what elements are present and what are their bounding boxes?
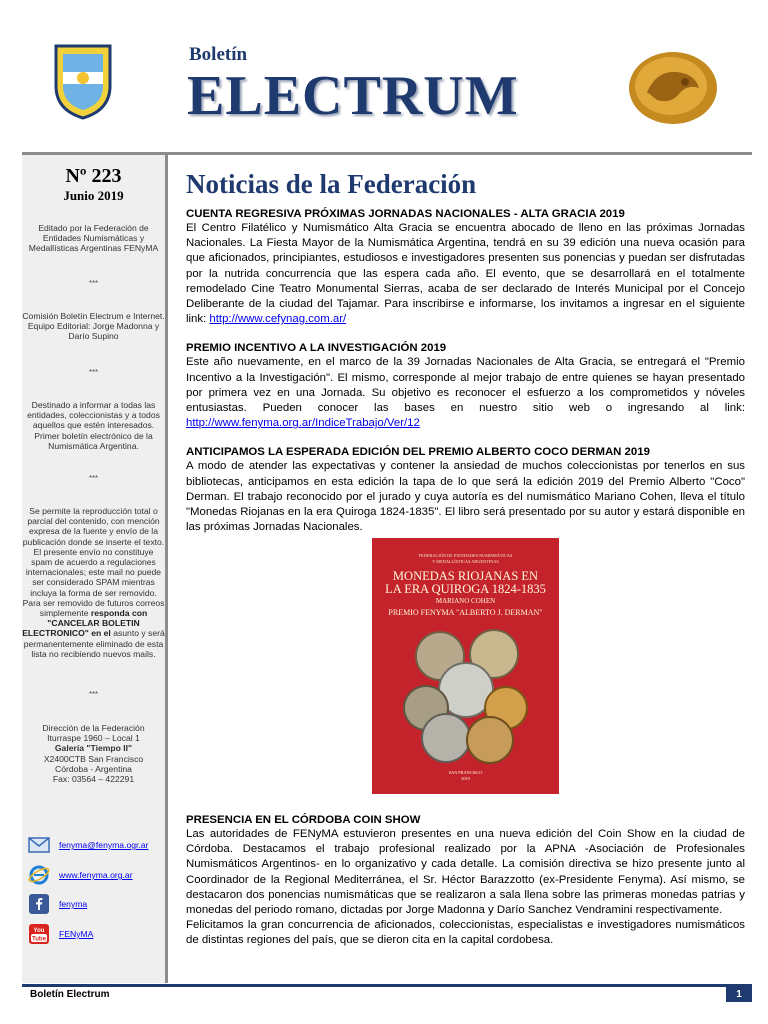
article bbox=[186, 813, 745, 949]
issue-number: Nº 223 bbox=[65, 165, 122, 187]
coins-illustration bbox=[402, 626, 529, 766]
separator: *** bbox=[88, 368, 99, 377]
purpose-info: Destinado a informar a todas las entidades, coleccionistas y a todos aquellos que estén interesados. Primer boletín electrónico de la Numismática Argentina. bbox=[27, 400, 160, 451]
youtube-icon bbox=[27, 923, 51, 945]
fenyma-badge-logo bbox=[52, 42, 114, 120]
article-heading: CUENTA REGRESIVA PRÓXIMAS JORNADAS NACIONALES - ALTA GRACIA 2019 bbox=[186, 208, 625, 220]
email-link[interactable] bbox=[27, 833, 148, 857]
article-text: El Centro Filatélico y Numismático Alta Gracia se encuentra abocado de lleno en las próximas Jornadas Nacionales. La Fiesta Mayor de la Numismática Argentina, tendrá en su 39 edición una nueva ocasión para que aficionados, principiantes, estudiosos e investigadores presenten sus ponencias y puedan ser disfrutadas por la nutrida concurrencia que las espera cada año. El evento, que se desarrollará en el totalmente remodelado Cine Teatro Monumental Sierras, acaba de ser declarado de Interés Municipal por el Concejo Deliberante de la ciudad del Tajamar. Para inscribirse e informarse, los invitamos a ingresar en el siguiente link: bbox=[186, 222, 745, 326]
bulletin-title: ELECTRUM bbox=[187, 65, 519, 127]
article-body: Felicitamos la gran concurrencia de aficionados, coleccionistas, especialistas e investigadores numismáticos de distintas regiones del país, que se dieron cita en la capital cordobesa. bbox=[186, 919, 745, 947]
book-imprint bbox=[372, 770, 559, 781]
book-cover-image bbox=[372, 538, 559, 794]
website-link[interactable] bbox=[27, 863, 133, 887]
book-title-line: MONEDAS RIOJANAS EN bbox=[392, 569, 539, 583]
editor-info: Editado por la Federación de Entidades Numismáticas y Medallísticas Argentinas FENyMA bbox=[28, 223, 159, 254]
article-heading: PRESENCIA EN EL CÓRDOBA COIN SHOW bbox=[186, 814, 421, 826]
address-line: X2400CTB San Francisco bbox=[43, 753, 144, 764]
reproduction-info bbox=[22, 506, 165, 659]
facebook-link-label[interactable]: fenyma bbox=[59, 899, 88, 909]
youtube-link[interactable] bbox=[27, 922, 93, 946]
article bbox=[186, 207, 745, 327]
committee-info: Comisión Boletín Electrum e Internet. Equipo Editorial: Jorge Madonna y Darío Supino bbox=[22, 311, 165, 342]
book-author: MARIANO COHEN bbox=[435, 597, 496, 605]
facebook-link[interactable] bbox=[27, 892, 87, 916]
book-publisher-line: Y MEDALLÍSTICAS ARGENTINAS bbox=[432, 558, 499, 564]
article-body bbox=[186, 221, 745, 327]
article-body: Las autoridades de FENyMA estuvieron presentes en una nueva edición del Coin Show en la ciudad de Córdoba. Destacamos el trabajo profesional realizado por la APNA -Asociación de Profesionales Numismáticos Argentinos- en lo organizativo y cada detalle. La comisión directiva se hizo presente junto al Coordinador de la Regional Mediterránea, el Sr. Héctor Barazzotto (ex-Presidente Fenyma). Así mismo, se destacaron dos ponencias numismáticas que se realizaron a sala llena sobre las primeras monedas patrias y monedas del periodo romano, dictadas por Jorge Madonna y Darío Sanchez Vendramini respectivamente. bbox=[186, 828, 745, 917]
book-title-line: LA ERA QUIROGA 1824-1835 bbox=[385, 582, 546, 596]
facebook-icon bbox=[27, 893, 51, 915]
article-heading: ANTICIPAMOS LA ESPERADA EDICIÓN DEL PREMIO ALBERTO COCO DERMAN 2019 bbox=[186, 446, 650, 459]
address-line: Galería "Tiempo II" bbox=[54, 743, 133, 754]
page-number: 1 bbox=[726, 987, 752, 1002]
book-publisher-line: FEDERACIÓN DE ENTIDADES NUMISMÁTICAS bbox=[418, 553, 513, 558]
mail-icon bbox=[27, 834, 51, 856]
reproduction-text-3: asunto y será permanentemente eliminado de esta lista no recibiendo nuevos mails. bbox=[23, 628, 165, 659]
article bbox=[186, 341, 745, 431]
article bbox=[186, 445, 745, 535]
bulletin-subtitle: Boletín bbox=[189, 44, 248, 65]
issue-date: Junio 2019 bbox=[63, 188, 124, 203]
book-publisher bbox=[372, 553, 559, 564]
address-info bbox=[22, 723, 165, 784]
email-link-label[interactable]: fenyma@fenyma.ogr.ar bbox=[59, 840, 149, 850]
article-heading: PREMIO INCENTIVO A LA INVESTIGACIÓN 2019 bbox=[186, 342, 447, 355]
reproduction-text-2: El presente envío no constituye spam de acuerdo a regulaciones internacionales; este mail no puede ser considerado SPAM mientras incluya la forma de ser removido. Para ser removido de futuros correos simplemente bbox=[22, 546, 165, 619]
section-title: Noticias de la Federación bbox=[186, 169, 477, 199]
youtube-link-label[interactable]: FENyMA bbox=[59, 929, 94, 939]
separator: *** bbox=[88, 474, 99, 483]
book-year: 2019 bbox=[461, 775, 470, 781]
separator: *** bbox=[88, 690, 99, 699]
article-link[interactable]: http://www.fenyma.org.ar/IndiceTrabajo/Ver/12 bbox=[186, 417, 420, 430]
address-line: Fax: 03564 – 422291 bbox=[52, 774, 135, 785]
separator: *** bbox=[88, 279, 99, 288]
footer-divider bbox=[22, 984, 752, 987]
svg-text:You: You bbox=[33, 928, 45, 934]
article-body: A modo de atender las expectativas y contener la ansiedad de muchos coleccionistas por tenerlos en sus bibliotecas, anticipamos en esta edición la tapa de lo que será la edición 2019 del Premio Alberto "Coco" Derman. El trabajo reconocido por el jurado y cuya autoría es del numismático Mariano Cohen, lleva el título "Monedas Riojanas en la era Quiroga 1824-1835". El libro será presentado por su autor y estará disponible en las próximas Jornadas Nacionales. bbox=[186, 460, 745, 534]
address-line: Córdoba - Argentina bbox=[55, 763, 132, 774]
article-text: Este año nuevamente, en el marco de la 39 Jornadas Nacionales de Alta Gracia, se entregará el "Premio Incentivo a la Investigación". El mismo, corresponde al mejor trabajo de entre quienes se hayan presentado por primera vez en una Jornada. Su objetivo es reconocer el esfuerzo a los comprometidos y nóveles entusiastas. Pueden conocer las bases en nuestro sitio web o ingresando al link: bbox=[186, 356, 745, 415]
article-link[interactable]: http://www.cefynag.com.ar/ bbox=[209, 313, 347, 326]
electrum-coin-image bbox=[627, 50, 719, 126]
reproduction-text-1: Se permite la reproducción total o parcial del contenido, con mención expresa de la fuente y envío de la publicación donde se inserte el texto. bbox=[22, 506, 165, 547]
footer-title: Boletín Electrum bbox=[30, 989, 110, 1000]
book-prize: PREMIO FENYMA "ALBERTO J. DERMAN" bbox=[388, 608, 543, 617]
internet-explorer-icon bbox=[27, 864, 51, 886]
reproduction-bold: responda con "CANCELAR BOLETIN ELECTRONICO" en el bbox=[22, 608, 148, 639]
book-title bbox=[372, 570, 559, 596]
address-line: Dirección de la Federación bbox=[42, 723, 145, 733]
website-link-label[interactable]: www.fenyma.org.ar bbox=[59, 870, 133, 880]
svg-text:Tube: Tube bbox=[32, 936, 46, 943]
book-city: SAN FRANCISCO bbox=[448, 770, 483, 775]
article-body bbox=[186, 355, 745, 431]
main-content bbox=[186, 168, 745, 549]
sidebar-divider bbox=[165, 155, 168, 983]
address-line: Iturraspe 1960 – Local 1 bbox=[47, 733, 140, 744]
